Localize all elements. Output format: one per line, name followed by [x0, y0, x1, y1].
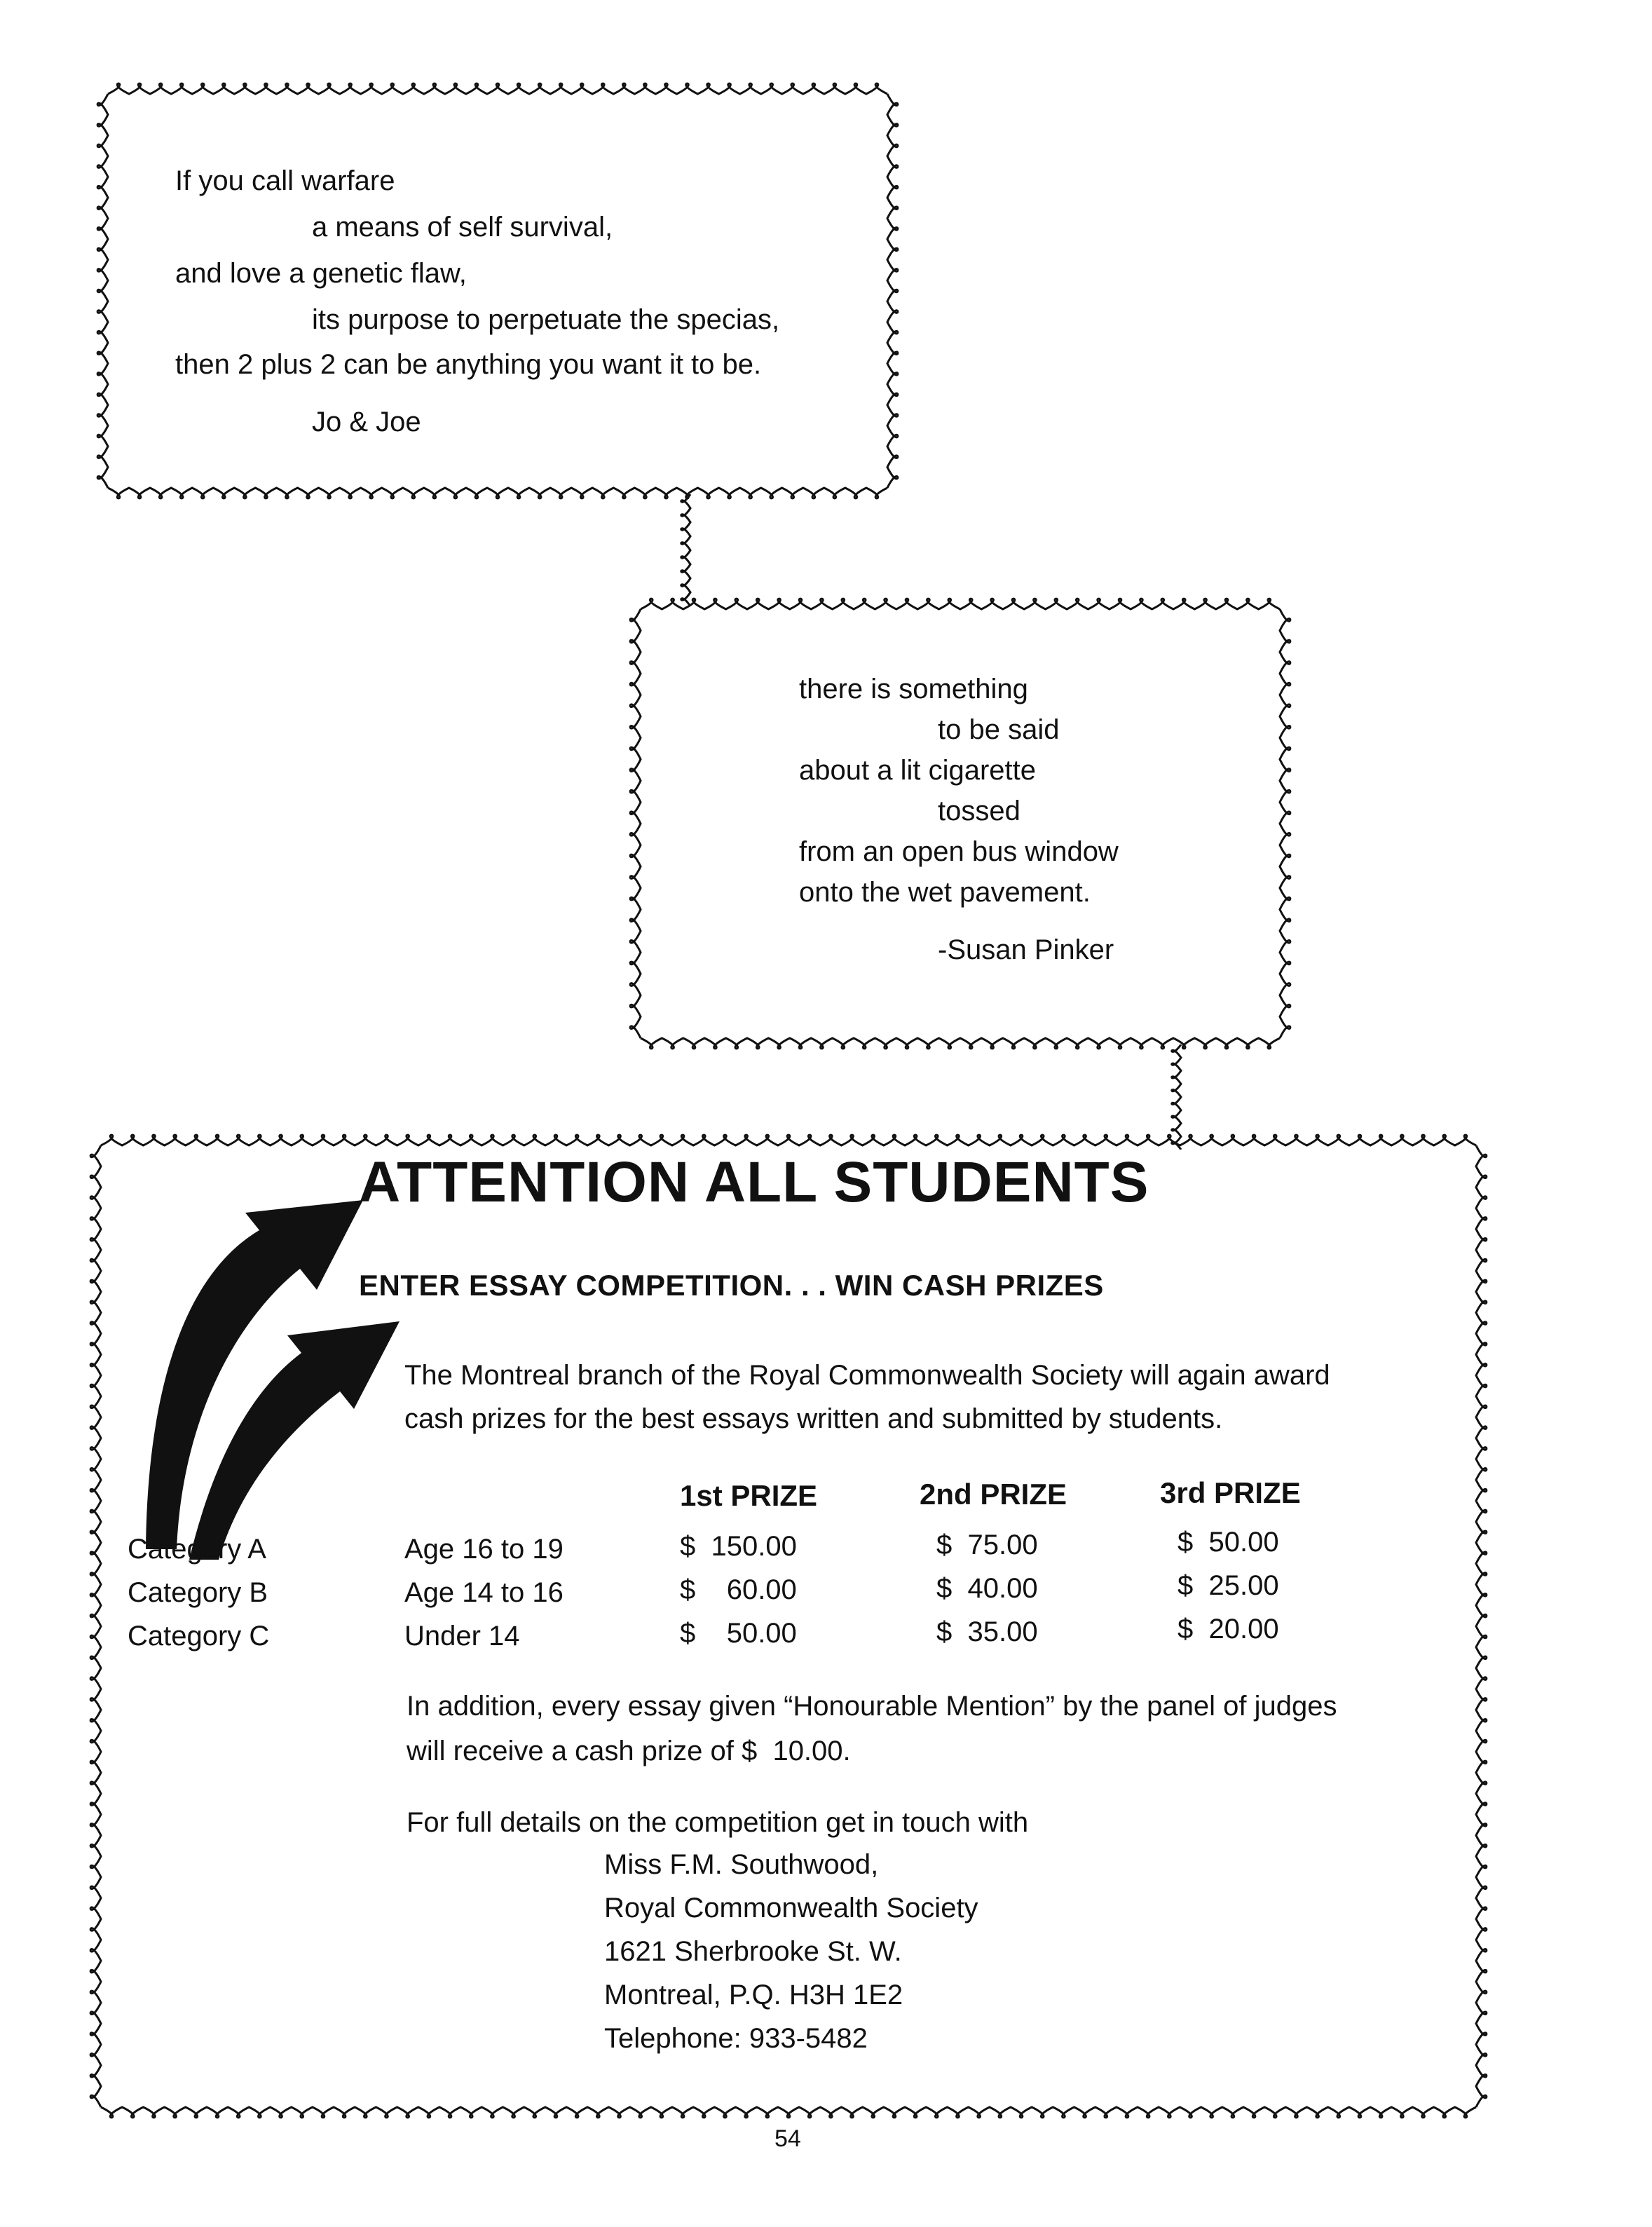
prize-header-1: 1st PRIZE	[680, 1479, 818, 1512]
arrow-icon	[140, 1164, 421, 1563]
prize-header-3: 3rd PRIZE	[1160, 1476, 1301, 1509]
poem1-line-3: and love a genetic flaw,	[175, 258, 467, 289]
contact-line-5: Telephone: 933-5482	[604, 2023, 868, 2054]
poem2-line-5: from an open bus window	[799, 836, 1119, 867]
poem2-author: -Susan Pinker	[938, 934, 1114, 965]
poem1-line-1: If you call warfare	[175, 165, 395, 196]
category-b-third: $ 25.00	[1177, 1570, 1279, 1601]
poem2-line-6: onto the wet pavement.	[799, 877, 1091, 908]
poem2-line-1: there is something	[799, 674, 1028, 704]
category-c-age: Under 14	[404, 1621, 520, 1651]
category-a-name: Category A	[128, 1534, 266, 1565]
poem1-line-4: its purpose to perpetuate the specias,	[312, 304, 780, 335]
poem-frame-2	[631, 599, 1290, 1048]
poem1-author: Jo & Joe	[312, 407, 421, 437]
category-a-second: $ 75.00	[936, 1530, 1038, 1560]
contact-line-3: 1621 Sherbrooke St. W.	[604, 1936, 902, 1967]
page-number: 54	[774, 2125, 801, 2152]
category-a-first: $ 150.00	[680, 1531, 797, 1562]
contact-line-4: Montreal, P.Q. H3H 1E2	[604, 1980, 903, 2010]
honourable-line-2: will receive a cash prize of $ 10.00.	[407, 1736, 851, 1766]
honourable-line-1: In addition, every essay given “Honourable Mention” by the panel of judges	[407, 1691, 1337, 1722]
contact-line-2: Royal Commonwealth Society	[604, 1893, 978, 1923]
announcement-frame	[91, 1136, 1486, 2117]
poem2-line-4: tossed	[938, 796, 1020, 826]
intro-line-1: The Montreal branch of the Royal Commonwealth Society will again award	[404, 1360, 1330, 1391]
category-a-third: $ 50.00	[1177, 1527, 1279, 1558]
contact-intro: For full details on the competition get in touch with	[407, 1807, 1029, 1838]
poem2-line-2: to be said	[938, 714, 1060, 745]
category-b-second: $ 40.00	[936, 1573, 1038, 1604]
curly-border-1	[98, 84, 897, 498]
contact-line-1: Miss F.M. Southwood,	[604, 1849, 879, 1880]
category-c-name: Category C	[128, 1621, 270, 1651]
curly-connector-2	[1160, 1044, 1202, 1150]
curly-connector-1	[669, 494, 711, 606]
prize-header-2: 2nd PRIZE	[920, 1478, 1067, 1511]
headline: ATTENTION ALL STUDENTS	[359, 1150, 1149, 1214]
category-a-age: Age 16 to 19	[404, 1534, 564, 1565]
poem1-line-5: then 2 plus 2 can be anything you want it to be.	[175, 349, 762, 380]
category-c-second: $ 35.00	[936, 1616, 1038, 1647]
category-b-first: $ 60.00	[680, 1574, 797, 1605]
category-c-third: $ 20.00	[1177, 1614, 1279, 1644]
subheading: ENTER ESSAY COMPETITION. . . WIN CASH PRIZES	[359, 1269, 1104, 1302]
poem2-line-3: about a lit cigarette	[799, 755, 1036, 786]
intro-line-2: cash prizes for the best essays written and submitted by students.	[404, 1403, 1223, 1434]
category-c-first: $ 50.00	[680, 1618, 797, 1649]
poem1-line-2: a means of self survival,	[312, 212, 613, 243]
poem-frame-1	[98, 84, 897, 498]
category-b-age: Age 14 to 16	[404, 1577, 564, 1608]
category-b-name: Category B	[128, 1577, 268, 1608]
